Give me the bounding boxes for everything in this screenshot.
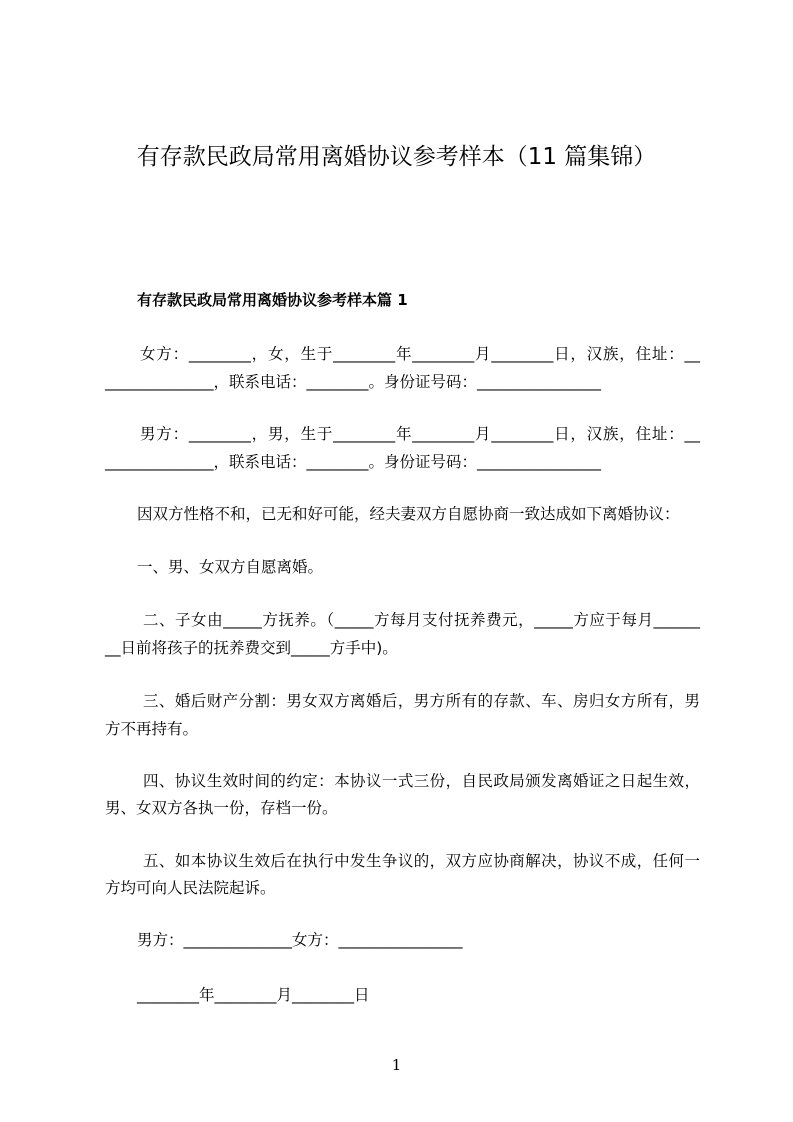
clause-3-line-2: 方不再持有。	[105, 720, 199, 738]
document-title: 有存款民政局常用离婚协议参考样本（11 篇集锦）	[136, 144, 657, 170]
page-number: 1	[391, 1056, 402, 1074]
signature-line: 男方：______________女方：________________	[137, 931, 463, 949]
clause-5-line-2: 方均可向人民法院起诉。	[105, 879, 276, 897]
section-heading: 有存款民政局常用离婚协议参考样本篇 1	[137, 291, 408, 309]
clause-5-line-1: 五、如本协议生效后在执行中发生争议的，双方应协商解决，协议不成，任何一	[143, 852, 700, 870]
clause-3-line-1: 三、婚后财产分割：男女双方离婚后，男方所有的存款、车、房归女方所有，男	[143, 692, 700, 710]
agreement-preamble: 因双方性格不和，已无和好可能，经夫妻双方自愿协商一致达成如下离婚协议：	[137, 505, 680, 523]
husband-info-line-2: ______________，联系电话：________。身份证号码：________________	[105, 453, 602, 471]
wife-info-line-1: 女方：________，女，生于________年________月________日，汉族，住址：__	[140, 345, 700, 363]
date-line: ________年________月________日	[137, 986, 370, 1004]
clause-1: 一、男、女双方自愿离婚。	[137, 558, 324, 576]
clause-2-line-1: 二、子女由_____方抚养。（_____方每月支付抚养费元，_____方应于每月______	[143, 611, 700, 629]
clause-2-line-2: __日前将孩子的抚养费交到_____方手中)。	[105, 639, 398, 657]
wife-info-line-2: ______________，联系电话：________。身份证号码：________________	[105, 373, 602, 391]
clause-4-line-2: 男、女双方各执一份，存档一份。	[105, 799, 338, 817]
clause-4-line-1: 四、协议生效时间的约定：本协议一式三份，自民政局颁发离婚证之日起生效，	[143, 772, 700, 790]
husband-info-line-1: 男方：________，男，生于________年________月________日，汉族，住址：__	[140, 425, 700, 443]
